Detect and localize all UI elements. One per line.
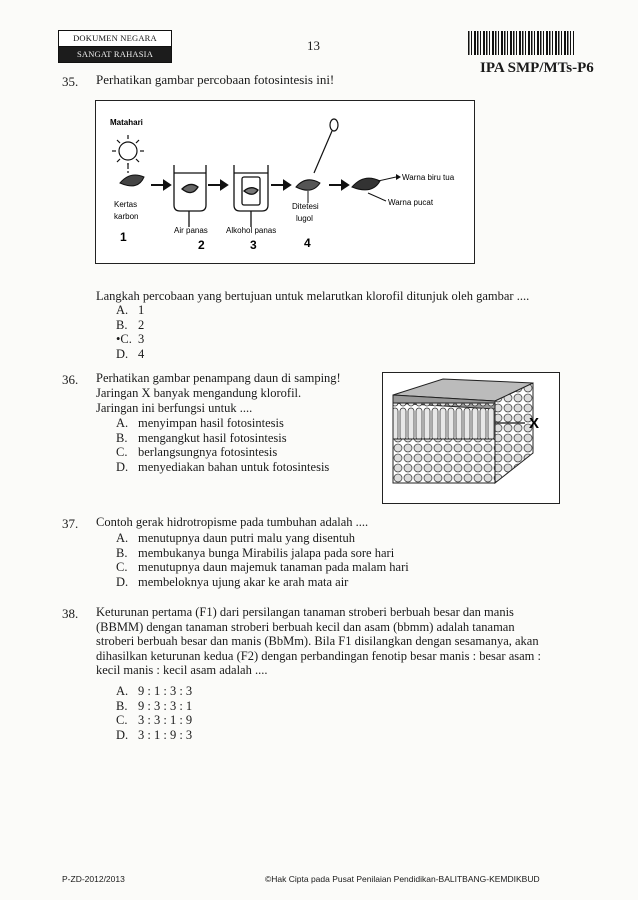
option-text: menutupnya daun putri malu yang disentuh	[138, 531, 355, 545]
option-text: 9 : 1 : 3 : 3	[138, 684, 193, 698]
q36-options	[116, 416, 329, 474]
sun-label: Matahari	[110, 118, 143, 127]
label-ditetesi: Ditetesi	[292, 202, 319, 211]
q38-option-d[interactable]	[116, 728, 192, 743]
exam-code: IPA SMP/MTs-P6	[480, 60, 594, 76]
q35-option-a[interactable]	[116, 303, 144, 318]
experiment-diagram	[96, 101, 474, 263]
q37-option-d[interactable]	[116, 575, 409, 590]
option-text: 2	[138, 317, 145, 332]
option-letter: B.	[116, 430, 128, 445]
q38-stem-line: stroberi berbuah besar dan manis (BbMm). Bila F1 disilangkan dengan sesamanya, akan	[96, 634, 539, 648]
q35-options	[116, 303, 144, 361]
sun-icon	[112, 135, 144, 173]
label-alkohol-panas: Alkohol panas	[226, 226, 277, 235]
option-text: berlangsungnya fotosintesis	[138, 445, 278, 459]
option-text: mengangkut hasil fotosintesis	[138, 430, 287, 445]
q35-number: 35.	[62, 74, 79, 89]
q37-option-b[interactable]	[116, 546, 409, 561]
label-air-panas: Air panas	[174, 226, 208, 235]
option-letter: A.	[116, 531, 129, 545]
q38-option-a[interactable]	[116, 684, 192, 699]
page-number: 13	[307, 38, 320, 53]
q36-line-1: Perhatikan gambar penampang daun di samping!	[96, 371, 341, 385]
option-letter: B.	[116, 545, 128, 560]
figure-number-3: 3	[250, 238, 257, 252]
leaf-label-1: Kertas	[114, 200, 138, 209]
q36-line-3: Jaringan ini berfungsi untuk ....	[96, 401, 253, 415]
q35-stem: Langkah percobaan yang bertujuan untuk melarutkan klorofil ditunjuk oleh gambar ....	[96, 289, 530, 303]
q36-option-a[interactable]	[116, 416, 329, 431]
option-letter: C.	[116, 445, 128, 459]
option-letter: C.	[116, 713, 128, 727]
option-text: 3	[138, 332, 145, 346]
photosynthesis-experiment-figure	[95, 100, 475, 264]
q36-line-2: Jaringan X banyak mengandung klorofil.	[96, 386, 302, 400]
option-letter: C.	[116, 560, 128, 574]
footer-code: P-ZD-2012/2013	[62, 874, 125, 884]
option-text: 3 : 3 : 1 : 9	[138, 713, 193, 727]
q36-option-d[interactable]	[116, 460, 329, 475]
tissue-x-label: X	[529, 415, 540, 432]
q38-stem-line: kecil manis : kecil asam adalah ....	[96, 663, 268, 677]
q38-option-b[interactable]	[116, 699, 192, 714]
barcode	[468, 31, 574, 55]
option-text: membeloknya ujung akar ke arah mata air	[138, 574, 349, 589]
q38-number: 38.	[62, 606, 79, 621]
q38-stem-line: dihasilkan keturunan kedua (F2) dengan perbandingan fenotip besar manis : besar asam :	[96, 648, 542, 663]
q35-option-c[interactable]	[116, 332, 144, 347]
q38-option-c[interactable]	[116, 713, 192, 728]
q38-options	[116, 684, 192, 742]
option-text: 9 : 3 : 3 : 1	[138, 698, 193, 713]
q37-option-c[interactable]	[116, 560, 409, 575]
option-letter: D.	[116, 574, 129, 589]
option-letter: A.	[116, 416, 129, 430]
q36-option-b[interactable]	[116, 431, 329, 446]
option-text: menutupnya daun majemuk tanaman pada malam hari	[138, 560, 409, 574]
final-leaf-icon	[352, 178, 380, 190]
leaf-cross-section-diagram	[383, 373, 559, 503]
q36-option-c[interactable]	[116, 445, 329, 460]
option-letter: D.	[116, 459, 129, 474]
option-letter: D.	[116, 346, 129, 361]
q38-stem	[96, 605, 576, 678]
q37-options	[116, 531, 409, 589]
leaf-1-icon	[120, 175, 144, 186]
beaker-air-panas-icon	[174, 165, 206, 227]
q35-option-d[interactable]	[116, 347, 144, 362]
q38-stem-line: (BBMM) dengan tanaman stroberi berbuah kecil dan asam (bbmm) adalah tanaman	[96, 619, 515, 634]
option-text: 3 : 1 : 9 : 3	[138, 727, 193, 742]
q37-stem: Contoh gerak hidrotropisme pada tumbuhan adalah ....	[96, 515, 369, 529]
stamp-dokumen-negara: DOKUMEN NEGARA	[58, 30, 172, 47]
beaker-alkohol-panas-icon	[234, 165, 268, 227]
option-letter: •C.	[116, 332, 132, 346]
option-text: 4	[138, 346, 145, 361]
label-lugol: lugol	[296, 214, 313, 223]
leaf-cross-section-figure	[382, 372, 560, 504]
option-letter: A.	[116, 303, 129, 317]
figure-number-2: 2	[198, 238, 205, 252]
q35-option-b[interactable]	[116, 318, 144, 333]
option-letter: A.	[116, 684, 129, 698]
dropper-icon	[314, 119, 338, 173]
q37-number: 37.	[62, 516, 79, 531]
label-biru-tua: Warna biru tua	[402, 173, 455, 182]
option-text: 1	[138, 303, 145, 317]
q37-option-a[interactable]	[116, 531, 409, 546]
figure-number-4: 4	[304, 236, 311, 250]
label-pucat: Warna pucat	[388, 198, 434, 207]
option-text: menyimpan hasil fotosintesis	[138, 416, 284, 430]
leaf-label-2: karbon	[114, 212, 139, 221]
leaf-4-icon	[296, 180, 320, 190]
stamp-sangat-rahasia: SANGAT RAHASIA	[58, 46, 172, 63]
option-letter: D.	[116, 727, 129, 742]
q36-number: 36.	[62, 372, 79, 387]
q35-prompt: Perhatikan gambar percobaan fotosintesis ini!	[96, 72, 335, 87]
option-text: menyediakan bahan untuk fotosintesis	[138, 459, 330, 474]
option-letter: B.	[116, 698, 128, 713]
figure-number-1: 1	[120, 230, 127, 244]
option-letter: B.	[116, 317, 128, 332]
option-text: membukanya bunga Mirabilis jalapa pada sore hari	[138, 545, 395, 560]
q38-stem-line: Keturunan pertama (F1) dari persilangan tanaman stroberi berbuah besar dan manis	[96, 605, 514, 619]
footer-copyright: ©Hak Cipta pada Pusat Penilaian Pendidikan-BALITBANG-KEMDIKBUD	[265, 874, 540, 884]
